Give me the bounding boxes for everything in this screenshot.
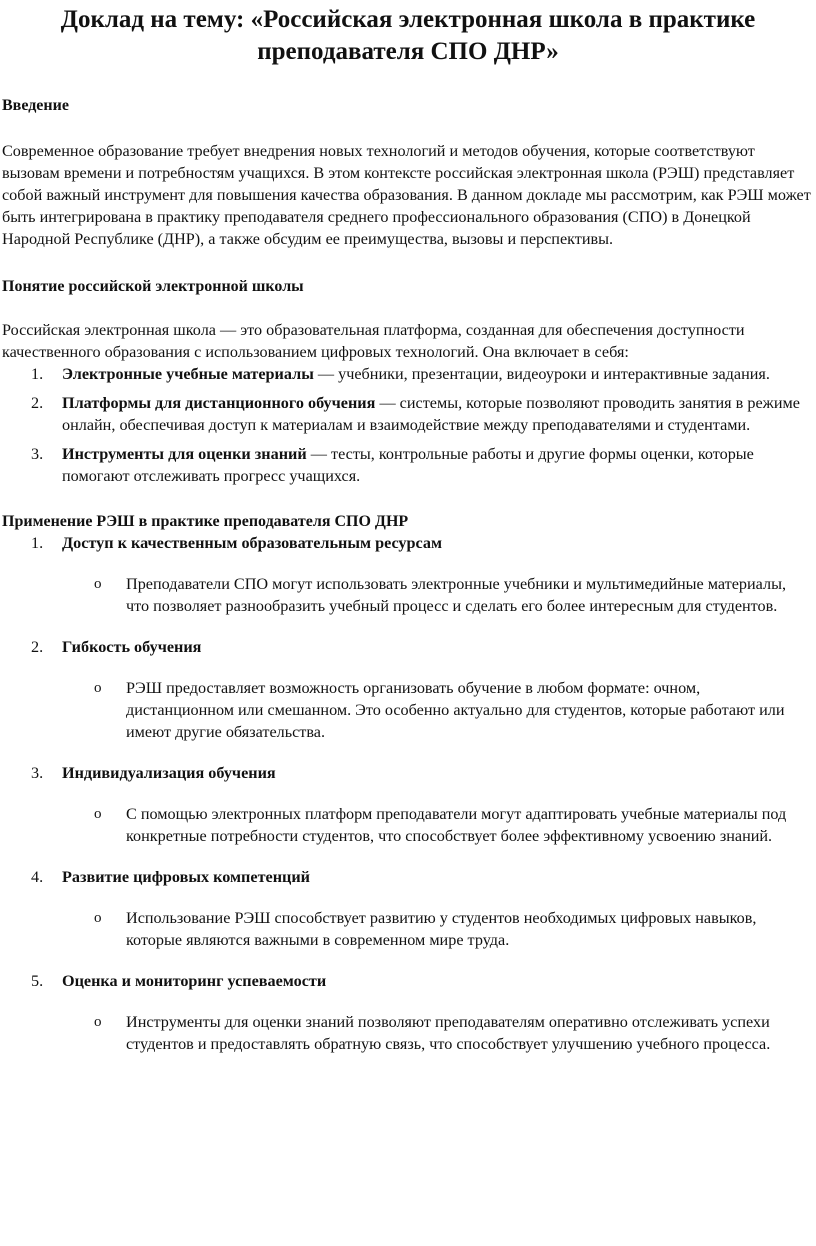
list-item xyxy=(0,866,816,888)
concept-heading: Понятие российской электронной школы xyxy=(2,278,304,295)
list-item xyxy=(0,392,816,436)
list-item-title: Индивидуализация обучения xyxy=(62,764,276,782)
list-item-bold: Инструменты для оценки знаний xyxy=(62,445,307,463)
sub-item-text: РЭШ предоставляет возможность организовать обучение в любом формате: очном, дистанционном или смешанном. Это особенно актуально для студентов, которые работают или имеют другие обязательства. xyxy=(126,679,785,741)
list-number: 1. xyxy=(31,365,44,383)
list-number: 5. xyxy=(31,972,44,990)
circle-bullet-icon: o xyxy=(94,910,102,926)
list-item xyxy=(0,532,816,554)
list-number: 2. xyxy=(31,394,44,412)
list-item xyxy=(0,636,816,658)
circle-bullet-icon: o xyxy=(94,576,102,592)
apply-list xyxy=(0,532,816,554)
apply-list xyxy=(0,636,816,658)
list-item-title: Гибкость обучения xyxy=(62,638,202,656)
intro-paragraph: Современное образование требует внедрения новых технологий и методов обучения, которые соответствуют вызовам времени и потребностям учащихся. В этом контексте российская электронная школа (РЭШ) представляет собой важный инструмент для повышения качества образования. В данном докладе мы рассмотрим, как РЭШ может быть интегрирована в практику преподавателя среднего профессионального образования (СПО) в Донецкой Народной Республике (ДНР), а также обсудим ее преимущества, вызовы и перспективы. xyxy=(2,142,811,248)
apply-heading: Применение РЭШ в практике преподавателя СПО ДНР xyxy=(2,513,409,530)
list-number: 3. xyxy=(31,764,44,782)
sub-item-text: Использование РЭШ способствует развитию у студентов необходимых цифровых навыков, которые являются важными в современном мире труда. xyxy=(126,909,757,949)
list-number: 1. xyxy=(31,534,44,552)
list-item-text: — тесты, контрольные работы и другие формы оценки, которые помогают отслеживать прогресс учащихся. xyxy=(62,445,754,485)
list-item xyxy=(0,363,816,385)
circle-bullet-icon: o xyxy=(94,680,102,696)
sub-item-text: Инструменты для оценки знаний позволяют преподавателям оперативно отслеживать успехи студентов и предоставлять обратную связь, что способствует улучшению учебного процесса. xyxy=(126,1013,771,1053)
sub-item xyxy=(0,573,816,617)
list-item-title: Доступ к качественным образовательным ресурсам xyxy=(62,534,443,552)
components-list xyxy=(0,363,816,487)
list-item xyxy=(0,762,816,784)
list-number: 3. xyxy=(31,445,44,463)
apply-list xyxy=(0,970,816,992)
list-item xyxy=(0,443,816,487)
list-item-bold: Электронные учебные материалы xyxy=(62,365,314,383)
sub-item xyxy=(0,1011,816,1055)
list-item-title: Развитие цифровых компетенций xyxy=(62,868,311,886)
list-item xyxy=(0,970,816,992)
list-item-bold: Платформы для дистанционного обучения xyxy=(62,394,376,412)
list-item-text: — учебники, презентации, видеоуроки и интерактивные задания. xyxy=(313,365,770,383)
list-number: 2. xyxy=(31,638,44,656)
circle-bullet-icon: o xyxy=(94,806,102,822)
document-title: Доклад на тему: «Российская электронная школа в практике преподавателя СПО ДНР» xyxy=(60,6,756,65)
sub-item-text: С помощью электронных платформ преподаватели могут адаптировать учебные материалы под конкретные потребности студентов, что способствует более эффективному усвоению знаний. xyxy=(126,805,787,845)
sub-item-text: Преподаватели СПО могут использовать электронные учебники и мультимедийные материалы, что позволяет разнообразить учебный процесс и сделать его более интересным для студентов. xyxy=(126,575,787,615)
concept-paragraph: Российская электронная школа — это образовательная платформа, созданная для обеспечения доступности качественного образования с использованием цифровых технологий. Она включает в себя: xyxy=(2,321,745,361)
apply-list xyxy=(0,762,816,784)
sub-item xyxy=(0,907,816,951)
apply-list xyxy=(0,866,816,888)
sub-item xyxy=(0,677,816,743)
list-item-text: — системы, которые позволяют проводить занятия в режиме онлайн, обеспечивая доступ к материалам и взаимодействие между преподавателями и студентами. xyxy=(62,394,800,434)
sub-item xyxy=(0,803,816,847)
circle-bullet-icon: o xyxy=(94,1014,102,1030)
intro-heading: Введение xyxy=(2,97,69,114)
list-item-title: Оценка и мониторинг успеваемости xyxy=(62,972,327,990)
list-number: 4. xyxy=(31,868,44,886)
